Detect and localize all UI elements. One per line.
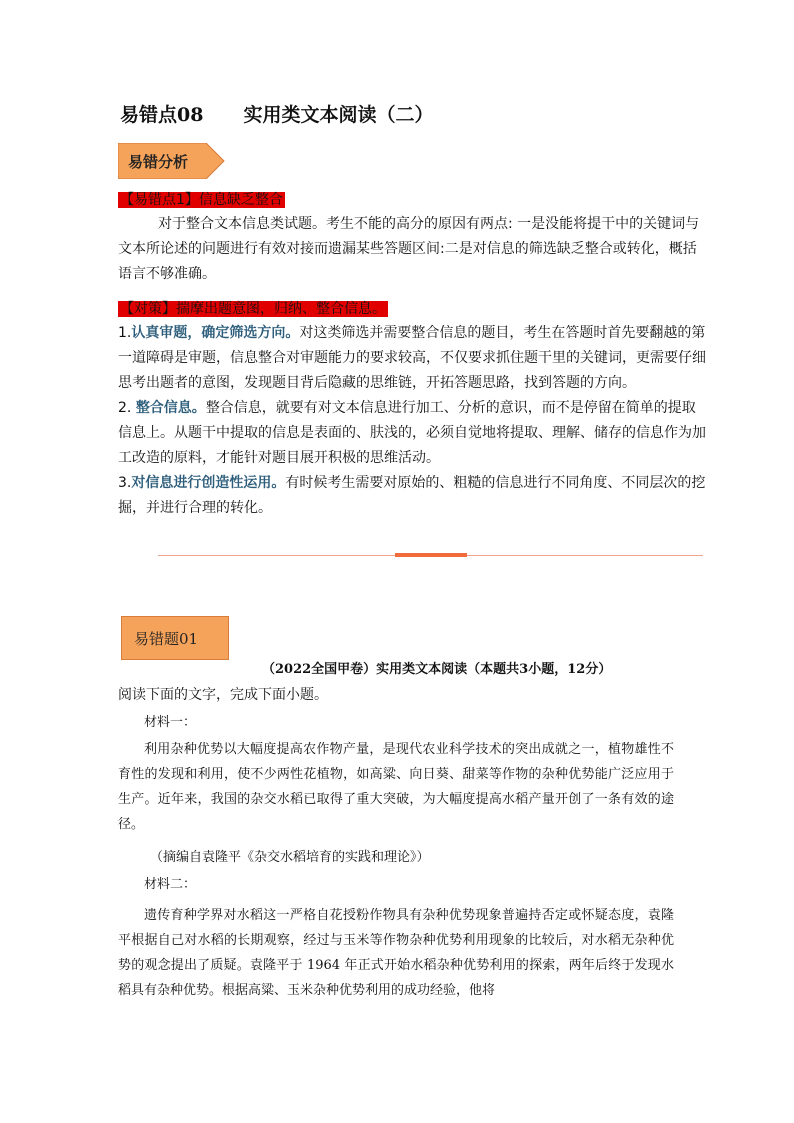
strategy-item-text: 对这类筛选并需要整合信息的题目，考生在答题时首先要翻越的第一道障碍是审题，信息整合对审题能力的要求较高，不仅要求抓住题干里的关键词，更需要仔细思考出题者的意图，发现题目背后隐藏的思维链，开拓答题思路，找到答题的方向。 [118,325,706,391]
strategy-item-number: 1. [118,325,132,341]
strategy-item [118,396,706,471]
strategy-item-text: 有时候考生需要对原始的、粗糙的信息进行不同角度、不同层次的挖掘，并进行合理的转化。 [118,475,706,516]
strategy-item-number: 3. [118,475,132,491]
error-point-tag-text: 【易错点1】信息缺乏整合 [120,192,283,208]
question-instruction: 阅读下面的文字，完成下面小题。 [118,687,328,703]
strategy-item-heading: 整合信息。 [135,400,206,416]
material1-label: 材料一： [144,715,197,730]
material2-label: 材料二： [144,877,197,892]
strategy-item-heading: 对信息进行创造性运用。 [131,475,286,491]
section-divider-accent [395,553,467,557]
error-point-tag [118,189,285,209]
material1-source: （摘编自袁隆平《杂交水稻培育的实践和理论》） [150,850,430,865]
page-title [120,100,433,127]
section-banner [118,143,226,179]
question-box [121,616,229,660]
title-code: 易错点08 [120,104,204,126]
section-banner-label: 易错分析 [128,153,189,171]
strategy-item-text: 整合信息，就要有对文本信息进行加工、分析的意识，而不是停留在简单的提取信息上。从题干中提取的信息是表面的、肤浅的，必须自觉地将提取、理解、储存的信息作为加工改造的原料，才能针对题目展开积极的思维活动。 [118,400,706,466]
strategy-tag-text: 【对策】揣摩出题意图，归纳、整合信息。 [120,301,386,317]
title-text: 实用类文本阅读（二） [243,104,434,126]
strategy-item-number: 2. [118,400,136,416]
question-header: （2022全国甲卷）实用类文本阅读（本题共3小题，12分） [262,662,612,677]
material2-text: 遗传育种学界对水稻这一严格自花授粉作物具有杂种优势现象普遍持否定或怀疑态度，袁隆平根据自己对水稻的长期观察，经过与玉米等作物杂种优势利用现象的比较后，对水稻无杂种优势的观念提出了质疑。袁隆平于 1964 年正式开始水稻杂种优势利用的探索，两年后终于发现水稻具有杂种优势。根据高粱、玉米杂种优势利用的成功经验，他将 [118,908,674,998]
strategy-item [118,471,706,521]
strategy-item-heading: 认真审题，确定筛选方向。 [131,325,300,341]
material1-text: 利用杂种优势以大幅度提高农作物产量，是现代农业科学技术的突出成就之一，植物雄性不育性的发现和利用，使不少两性花植物，如高粱、向日葵、甜菜等作物的杂种优势能广泛应用于生产。近年来，我国的杂交水稻已取得了重大突破，为大幅度提高水稻产量开创了一条有效的途径。 [118,742,674,832]
strategy-item [118,321,706,396]
strategy-list [118,321,706,521]
error-point-paragraph: 对于整合文本信息类试题。考生不能的高分的原因有两点: 一是没能将提干中的关键词与文本所论述的问题进行有效对接而遗漏某些答题区间:二是对信息的筛选缺乏整合或转化，概括语言不够准确。 [118,216,700,282]
strategy-tag [118,298,388,318]
question-box-label: 易错题01 [134,630,199,648]
